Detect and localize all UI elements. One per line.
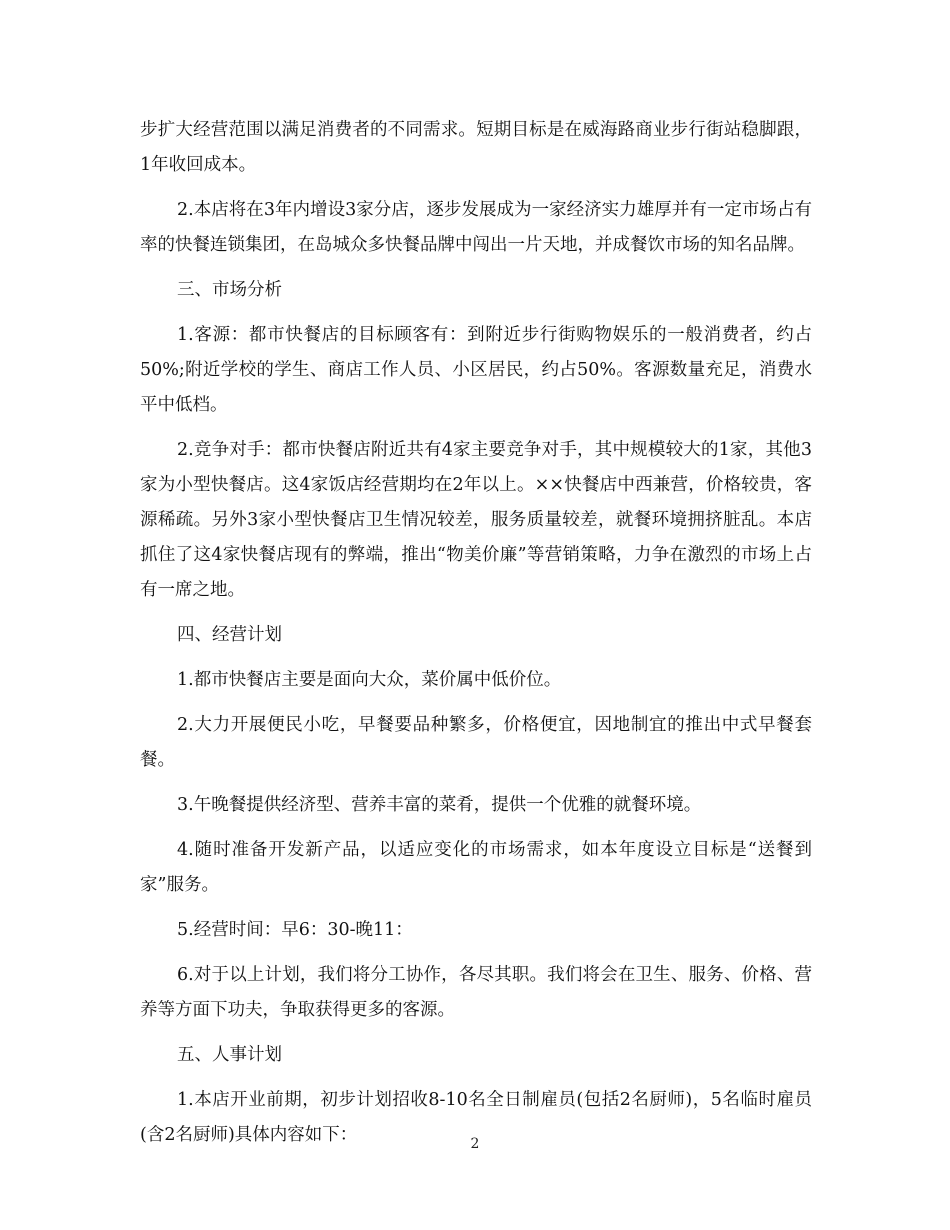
paragraph-plan-4: 4.随时准备开发新产品，以适应变化的市场需求，如本年度设立目标是“送餐到家”服务。: [140, 840, 812, 895]
paragraph-competitors: 2.竞争对手：都市快餐店附近共有4家主要竞争对手，其中规模较大的1家，其他3家为小型快餐店。这4家饭店经营期均在2年以上。××快餐店中西兼营，价格较贵，客源稀疏。另外3家小型快餐店卫生情况较差，服务质量较差，就餐环境拥挤脏乱。本店抓住了这4家快餐店现有的弊端，推出“物美价廉”等营销策略，力争在激烈的市场上占有一席之地。: [140, 440, 812, 600]
paragraph-plan-3: 3.午晚餐提供经济型、营养丰富的菜肴，提供一个优雅的就餐环境。: [177, 795, 702, 815]
paragraph-plan-6: 6.对于以上计划，我们将分工协作，各尽其职。我们将会在卫生、服务、价格、营养等方面下功夫，争取获得更多的客源。: [140, 965, 812, 1020]
page-number: 2: [470, 1136, 480, 1152]
paragraph-continuation: 步扩大经营范围以满足消费者的不同需求。短期目标是在威海路商业步行街站稳脚跟，1年收回成本。: [140, 120, 812, 175]
section-heading-market-analysis: 三、市场分析: [177, 280, 282, 300]
document-body: [140, 113, 812, 1163]
paragraph-plan-5: 5.经营时间：早6：30-晚11：: [177, 920, 413, 940]
paragraph-plan-1: 1.都市快餐店主要是面向大众，菜价属中低价位。: [177, 670, 562, 690]
section-heading-business-plan: 四、经营计划: [177, 625, 282, 645]
paragraph-personnel-1: 1.本店开业前期，初步计划招收8-10名全日制雇员(包括2名厨师)，5名临时雇员(含2名厨师)具体内容如下：: [140, 1090, 812, 1145]
paragraph-branch-plan: 2.本店将在3年内增设3家分店，逐步发展成为一家经济实力雄厚并有一定市场占有率的快餐连锁集团，在岛城众多快餐品牌中闯出一片天地，并成餐饮市场的知名品牌。: [140, 200, 812, 255]
paragraph-customers: 1.客源：都市快餐店的目标顾客有：到附近步行街购物娱乐的一般消费者，约占50%;附近学校的学生、商店工作人员、小区居民，约占50%。客源数量充足，消费水平中低档。: [140, 325, 812, 415]
paragraph-plan-2: 2.大力开展便民小吃，早餐要品种繁多，价格便宜，因地制宜的推出中式早餐套餐。: [140, 715, 812, 770]
section-heading-personnel-plan: 五、人事计划: [177, 1045, 282, 1065]
